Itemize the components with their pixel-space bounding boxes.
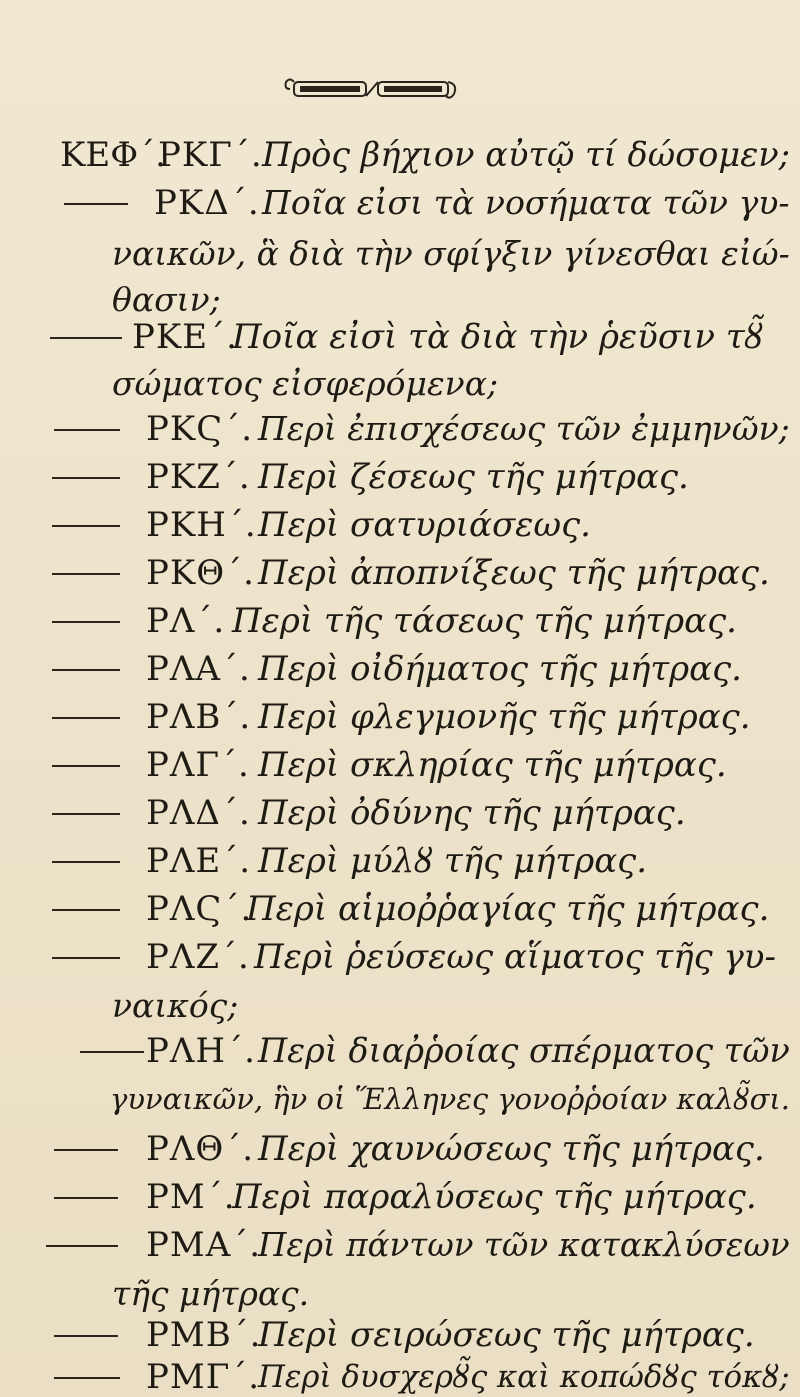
- entry-text: Περὶ σατυριάσεως.: [258, 505, 591, 545]
- ditto-dash: [50, 337, 122, 339]
- entry-continuation: ναικός;: [112, 986, 239, 1025]
- entry-text: Περὶ οἰδήματος τῆς μήτρας.: [258, 649, 742, 689]
- entry-text: Περὶ σκληρίας τῆς μήτρας.: [258, 745, 727, 785]
- entry-continuation: θασιν;: [112, 280, 221, 319]
- entry-text: Περὶ φλεγμονῆς τῆς μήτρας.: [258, 697, 751, 737]
- entry-text: Περὶ διαῤῥοίας σπέρματος τῶν: [258, 1031, 790, 1070]
- entry-text: Περὶ αἱμοῤῥαγίας τῆς μήτρας.: [246, 889, 770, 929]
- entry-text: Περὶ παραλύσεως τῆς μήτρας.: [232, 1177, 757, 1217]
- entry-number: ΡΛΒ΄.: [146, 697, 252, 737]
- entry-number: ΡΚΕ΄.: [132, 317, 238, 357]
- entry-number: ΡΛϚ΄.: [146, 889, 253, 929]
- entry-number: ΡΚΗ΄.: [146, 505, 257, 545]
- ditto-dash: [46, 1245, 118, 1247]
- ditto-dash: [52, 477, 120, 479]
- entry-number: ΡΜΓ΄.: [146, 1357, 261, 1397]
- ditto-dash: [52, 573, 120, 575]
- entry-number: ΡΜΑ΄.: [146, 1225, 262, 1265]
- ditto-dash: [52, 765, 120, 767]
- ditto-dash: [54, 429, 120, 431]
- ditto-dash: [52, 957, 120, 959]
- ditto-dash: [52, 909, 120, 911]
- entry-number: ΡΛΖ΄.: [146, 937, 250, 977]
- entry-number: ΡΛΘ΄.: [146, 1129, 255, 1169]
- entry-number: ΡΜΒ΄.: [146, 1315, 262, 1355]
- entry-number: ΡΚΓ΄.: [158, 135, 263, 175]
- entry-number: ΡΛΑ΄.: [146, 649, 251, 689]
- ditto-dash: [52, 861, 120, 863]
- ditto-dash: [52, 813, 120, 815]
- entry-text: Ποῖα εἰσὶ τὰ διὰ τὴν ῥεῦσιν τȣ̃: [232, 317, 764, 357]
- ditto-dash: [52, 621, 120, 623]
- entry-number: ΡΛ΄.: [146, 601, 226, 641]
- entry-text: Περὶ ἐπισχέσεως τῶν ἐμμηνῶν;: [258, 409, 790, 448]
- entry-text: Περὶ πάντων τῶν κατακλύσεων: [258, 1226, 790, 1264]
- ditto-dash: [64, 203, 128, 205]
- ditto-dash: [80, 1051, 144, 1053]
- entry-continuation: γυναικῶν, ἣν οἱ Ἕλληνες γονοῤῥοίαν καλȣ̃σι.: [110, 1082, 790, 1116]
- entry-continuation: σώματος εἰσφερόμενα;: [112, 364, 499, 403]
- entry-text: Περὶ ἀποπνίξεως τῆς μήτρας.: [258, 553, 770, 593]
- entry-text: Περὶ ὀδύνης τῆς μήτρας.: [258, 793, 686, 833]
- entry-text: Περὶ ῥεύσεως αἵματος τῆς γυ-: [254, 937, 776, 977]
- chapter-prefix: ΚΕΦ΄.: [60, 135, 166, 175]
- entry-text: Ποῖα εἰσι τὰ νοσήματα τῶν γυ-: [262, 183, 790, 222]
- entry-text: Περὶ ζέσεως τῆς μήτρας.: [258, 457, 689, 497]
- entry-text: Περὶ μύλȣ τῆς μήτρας.: [258, 841, 648, 881]
- entry-text: Περὶ σειρώσεως τῆς μήτρας.: [258, 1315, 755, 1355]
- entry-number: ΡΛΓ΄.: [146, 745, 250, 785]
- ditto-dash: [54, 1335, 118, 1337]
- entry-text: Περὶ χαυνώσεως τῆς μήτρας.: [258, 1129, 765, 1169]
- ditto-dash: [54, 1149, 118, 1151]
- entry-continuation: ναικῶν, ἃ διὰ τὴν σφίγξιν γίνεσθαι εἰώ-: [112, 234, 790, 273]
- entry-text: Πρὸς βήχιον αὐτῷ τί δώσομεν;: [262, 135, 790, 174]
- entry-text: Περὶ δυσχερȣ̃ς καὶ κοπώδȣς τόκȣ;: [258, 1359, 790, 1395]
- entry-number: ΡΜ΄.: [146, 1177, 236, 1217]
- ditto-dash: [52, 669, 120, 671]
- ditto-dash: [54, 1197, 118, 1199]
- ditto-dash: [52, 717, 120, 719]
- entry-number: ΡΚΘ΄.: [146, 553, 255, 593]
- ditto-dash: [52, 525, 120, 527]
- entry-number: ΡΛΔ΄.: [146, 793, 251, 833]
- entry-continuation: τῆς μήτρας.: [112, 1274, 310, 1313]
- entry-number: ΡΚΖ΄.: [146, 457, 251, 497]
- decorative-ornament-icon: [282, 74, 462, 104]
- entry-number: ΡΚϚ΄.: [146, 409, 254, 449]
- entry-number: ΡΛΗ΄.: [146, 1031, 256, 1071]
- entry-number: ΡΛΕ΄.: [146, 841, 252, 881]
- entry-text: Περὶ τῆς τάσεως τῆς μήτρας.: [232, 601, 737, 641]
- entry-number: ΡΚΔ΄.: [154, 183, 260, 223]
- ditto-dash: [54, 1377, 120, 1379]
